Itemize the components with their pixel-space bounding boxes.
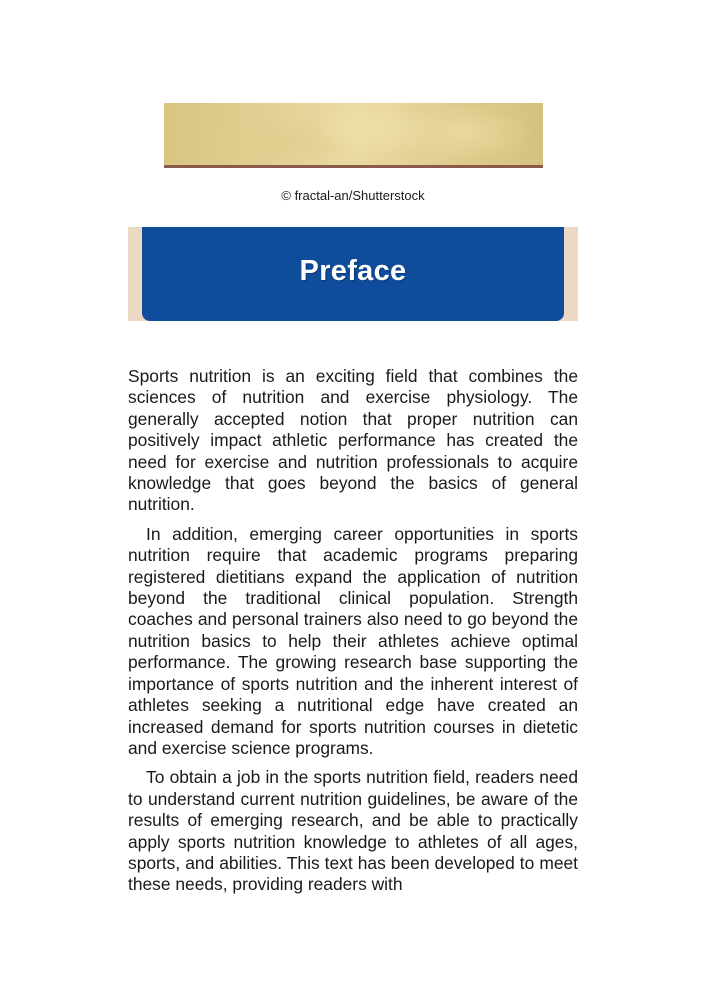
paragraph-3: To obtain a job in the sports nutrition field, readers need to understand current nutrition guidelines, be aware of the results of emerging research, and be able to practically apply sports nutrition knowledge to athletes of all ages, sports, and abilities. This text has been developed to meet these needs, providing readers with xyxy=(128,767,578,895)
paragraph-2: In addition, emerging career opportunities in sports nutrition require that academic programs preparing registered dietitians expand the application of nutrition beyond the traditional clinical population. Strength coaches and personal trainers also need to go beyond the nutrition basics to help their athletes achieve optimal performance. The growing research base supporting the importance of sports nutrition and the inherent interest of athletes seeking a nutritional edge have created an increased demand for sports nutrition courses in dietetic and exercise science programs. xyxy=(128,523,578,758)
image-credit: © fractal-an/Shutterstock xyxy=(281,188,425,203)
page-title: Preface xyxy=(299,255,407,287)
body-text xyxy=(128,366,578,904)
banner-image xyxy=(164,103,543,165)
paragraph-1: Sports nutrition is an exciting field that combines the sciences of nutrition and exercise physiology. The generally accepted notion that proper nutrition can positively impact athletic performance has created the need for exercise and nutrition professionals to acquire knowledge that goes beyond the basics of general nutrition. xyxy=(128,366,578,515)
banner-divider xyxy=(164,165,543,168)
